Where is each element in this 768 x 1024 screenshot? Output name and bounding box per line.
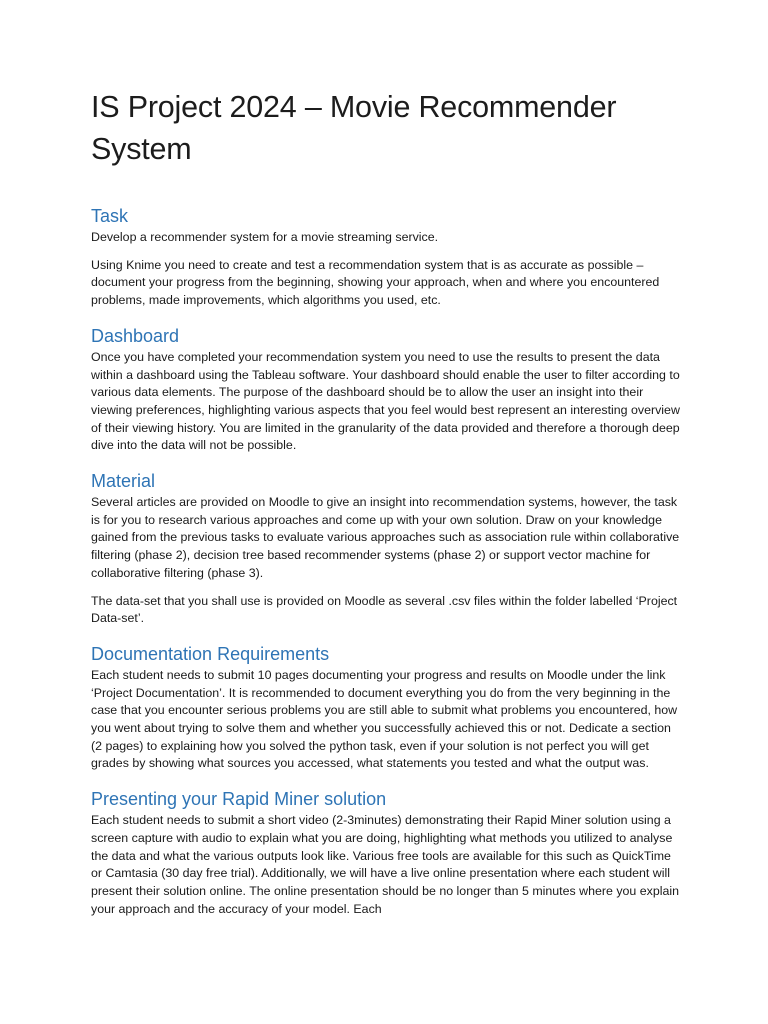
section-material (91, 469, 681, 628)
section-presenting-solution (91, 787, 681, 918)
paragraph: Develop a recommender system for a movie streaming service. (91, 230, 439, 244)
paragraph: Once you have completed your recommendation system you need to use the results to present the data within a dashboard using the Tableau software. Your dashboard should enable the user to filter according to various data elements. The purpose of the dashboard should be to allow the user an insight into their viewing preferences, highlighting various aspects that you feel would best represent an interesting overview of their viewing history. You are limited in the granularity of the data provided and therefore a thorough deep dive into the data will not be possible. (91, 349, 680, 453)
section-task (91, 204, 681, 310)
paragraph: Each student needs to submit a short video (2-3minutes) demonstrating their Rapid Miner solution using a screen capture with audio to explain what you are doing, highlighting what methods you utilized to analyse the data and what the various outputs look like. Various free tools are available for this such as QuickTime or Camtasia (30 day free trial). Additionally, we will have a live online presentation where each student will present their solution online. The online presentation should be no longer than 5 minutes where you explain your approach and the accuracy of your model. Each (91, 813, 680, 916)
section-heading-task: Task (91, 206, 129, 226)
section-documentation-requirements (91, 642, 681, 773)
paragraph: The data-set that you shall use is provided on Moodle as several .csv files within the folder labelled ‘Project Data-set’. (91, 593, 678, 626)
paragraph: Using Knime you need to create and test a recommendation system that is as accurate as possible – document your progress from the beginning, showing your approach, when and where you encountered problems, made improvements, which algorithms you used, etc. (91, 257, 660, 308)
document-page (91, 86, 681, 932)
document-title: IS Project 2024 – Movie Recommender System (91, 90, 617, 166)
section-dashboard (91, 324, 681, 455)
section-heading-material: Material (91, 471, 156, 492)
paragraph: Each student needs to submit 10 pages documenting your progress and results on Moodle under the link ‘Project Documentation’. It is recommended to document everything you do from the very beginning in the case that you encounter serious problems you are still able to submit what problems you encountered, how you went about trying to solve them and whether you successfully achieved this or not. Dedicate a section (2 pages) to explaining how you solved the python task, even if your solution is not perfect you will get grades by showing what sources you accessed, what statements you tested and what the output was. (91, 667, 678, 771)
section-heading-documentation-requirements: Documentation Requirements (91, 643, 330, 664)
section-heading-dashboard: Dashboard (91, 325, 180, 346)
paragraph: Several articles are provided on Moodle to give an insight into recommendation systems, however, the task is for you to research various approaches and come up with your own solution. Draw on your knowledge gained from the previous tasks to evaluate various approaches such as association rule within collaborative filtering (phase 2), decision tree based recommender systems (phase 2) or support vector machine for collaborative filtering (phase 3). (91, 495, 680, 580)
section-heading-presenting-solution: Presenting your Rapid Miner solution (91, 789, 387, 810)
